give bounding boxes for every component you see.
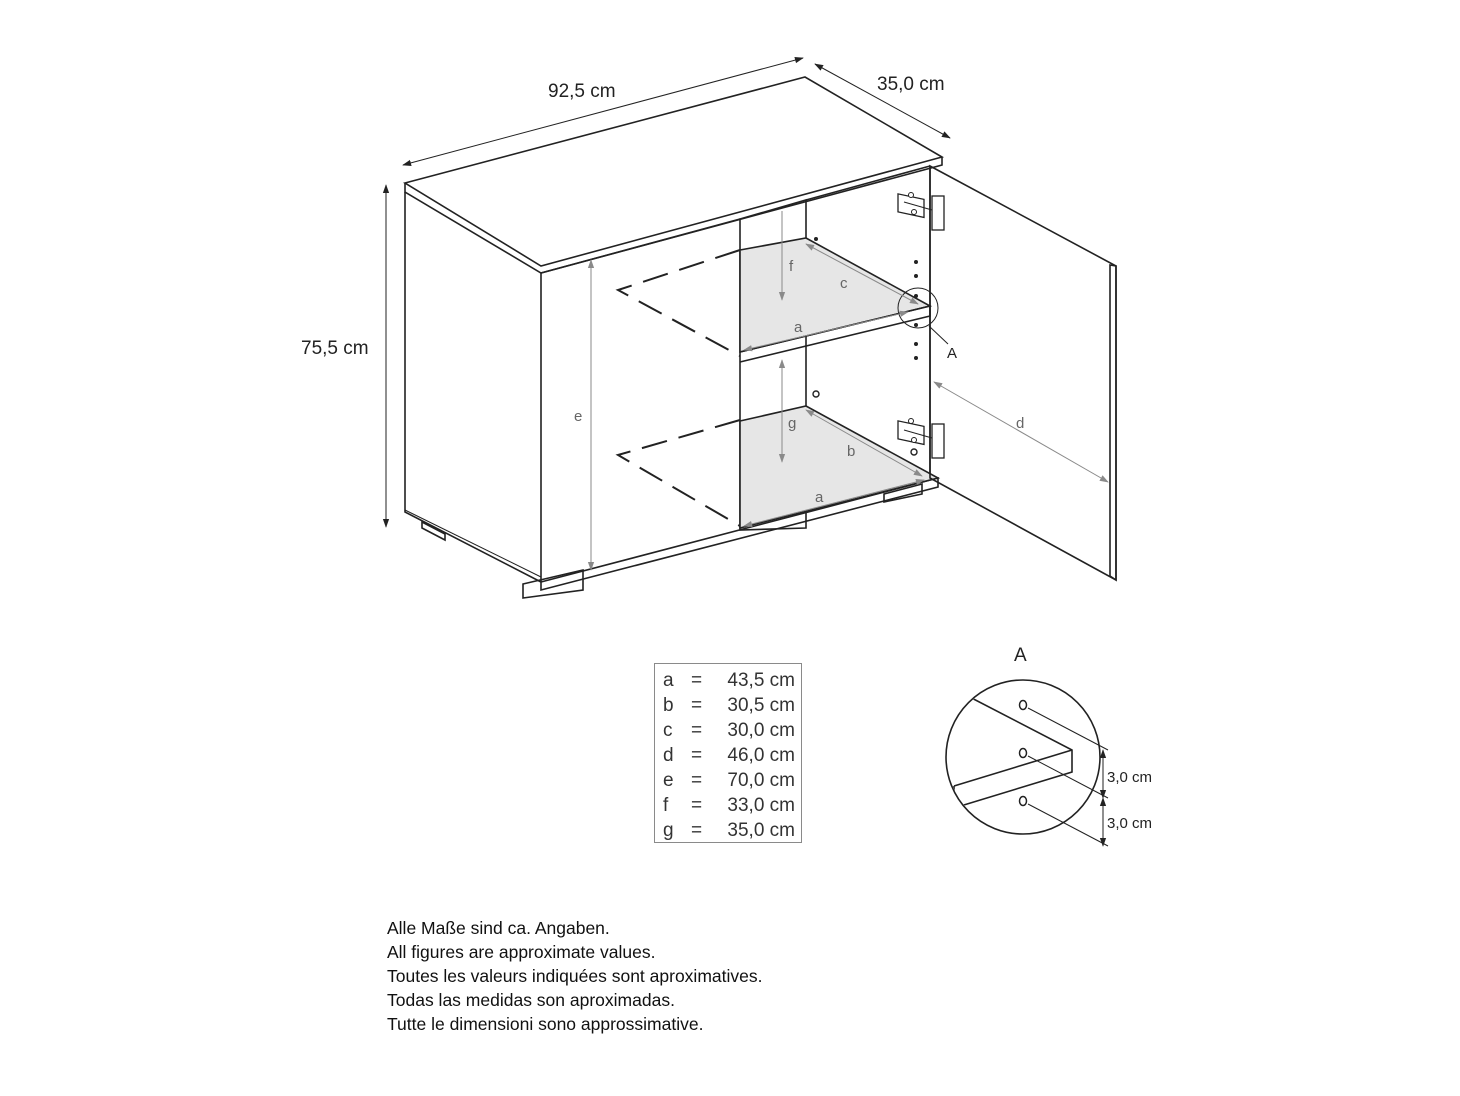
legend-value: 35,0 cm [727, 820, 795, 841]
dimension-legend [654, 663, 802, 843]
legend-value: 33,0 cm [727, 795, 795, 816]
dim-b-label: b [847, 443, 856, 460]
legend-value: 70,0 cm [727, 770, 795, 791]
width-dimension-line [403, 58, 803, 165]
dim-d-line [934, 382, 1108, 482]
detail-view [946, 680, 1108, 846]
cabinet-door [930, 166, 1116, 580]
legend-key: d [663, 745, 674, 766]
dim-d-label: d [1016, 415, 1025, 432]
legend-equals: = [691, 695, 703, 716]
legend-row [663, 718, 795, 743]
legend-equals: = [691, 820, 703, 841]
legend-key: e [663, 770, 674, 791]
legend-key: c [663, 720, 673, 741]
legend-row [663, 668, 795, 693]
legend-row [663, 768, 795, 793]
legend-key: g [663, 820, 674, 841]
legend-value: 30,0 cm [727, 720, 795, 741]
note-spanish: Todas las medidas son aproximadas. [387, 990, 675, 1010]
detail-spacing-bottom-label: 3,0 cm [1107, 815, 1153, 832]
width-dimension-label: 92,5 cm [548, 81, 616, 102]
legend-equals: = [691, 770, 703, 791]
bottom-shelf [618, 406, 938, 528]
legend-key: b [663, 695, 674, 716]
approximate-values-notes [387, 916, 762, 1036]
lower-hinge [898, 419, 944, 459]
legend-key: f [663, 795, 669, 816]
legend-row [663, 693, 795, 718]
legend-equals: = [691, 745, 703, 766]
dim-g-label: g [788, 415, 797, 432]
legend-value: 43,5 cm [727, 670, 795, 691]
detail-callout-label: A [947, 345, 958, 362]
note-german: Alle Maße sind ca. Angaben. [387, 918, 610, 938]
legend-value: 30,5 cm [727, 695, 795, 716]
dim-c-label: c [840, 275, 848, 292]
detail-title: A [1014, 645, 1027, 666]
upper-hinge [898, 193, 944, 231]
legend-row [663, 793, 795, 818]
legend-equals: = [691, 670, 703, 691]
height-dimension-label: 75,5 cm [301, 338, 369, 359]
legend-key: a [663, 670, 674, 691]
note-english: All figures are approximate values. [387, 942, 656, 962]
legend-equals: = [691, 720, 703, 741]
depth-dimension-label: 35,0 cm [877, 74, 945, 95]
legend-value: 46,0 cm [727, 745, 795, 766]
dim-e-label: e [574, 408, 583, 425]
detail-spacing-top-label: 3,0 cm [1107, 769, 1153, 786]
note-french: Toutes les valeurs indiquées sont aproximatives. [387, 966, 763, 986]
dim-a-upper-label: a [794, 319, 803, 336]
dim-f-label: f [789, 258, 794, 275]
dim-a-lower-label: a [815, 489, 824, 506]
legend-row [663, 743, 795, 768]
legend-equals: = [691, 795, 703, 816]
legend-row [663, 818, 795, 843]
cabinet-body [405, 77, 942, 598]
note-italian: Tutte le dimensioni sono approssimative. [387, 1014, 704, 1034]
